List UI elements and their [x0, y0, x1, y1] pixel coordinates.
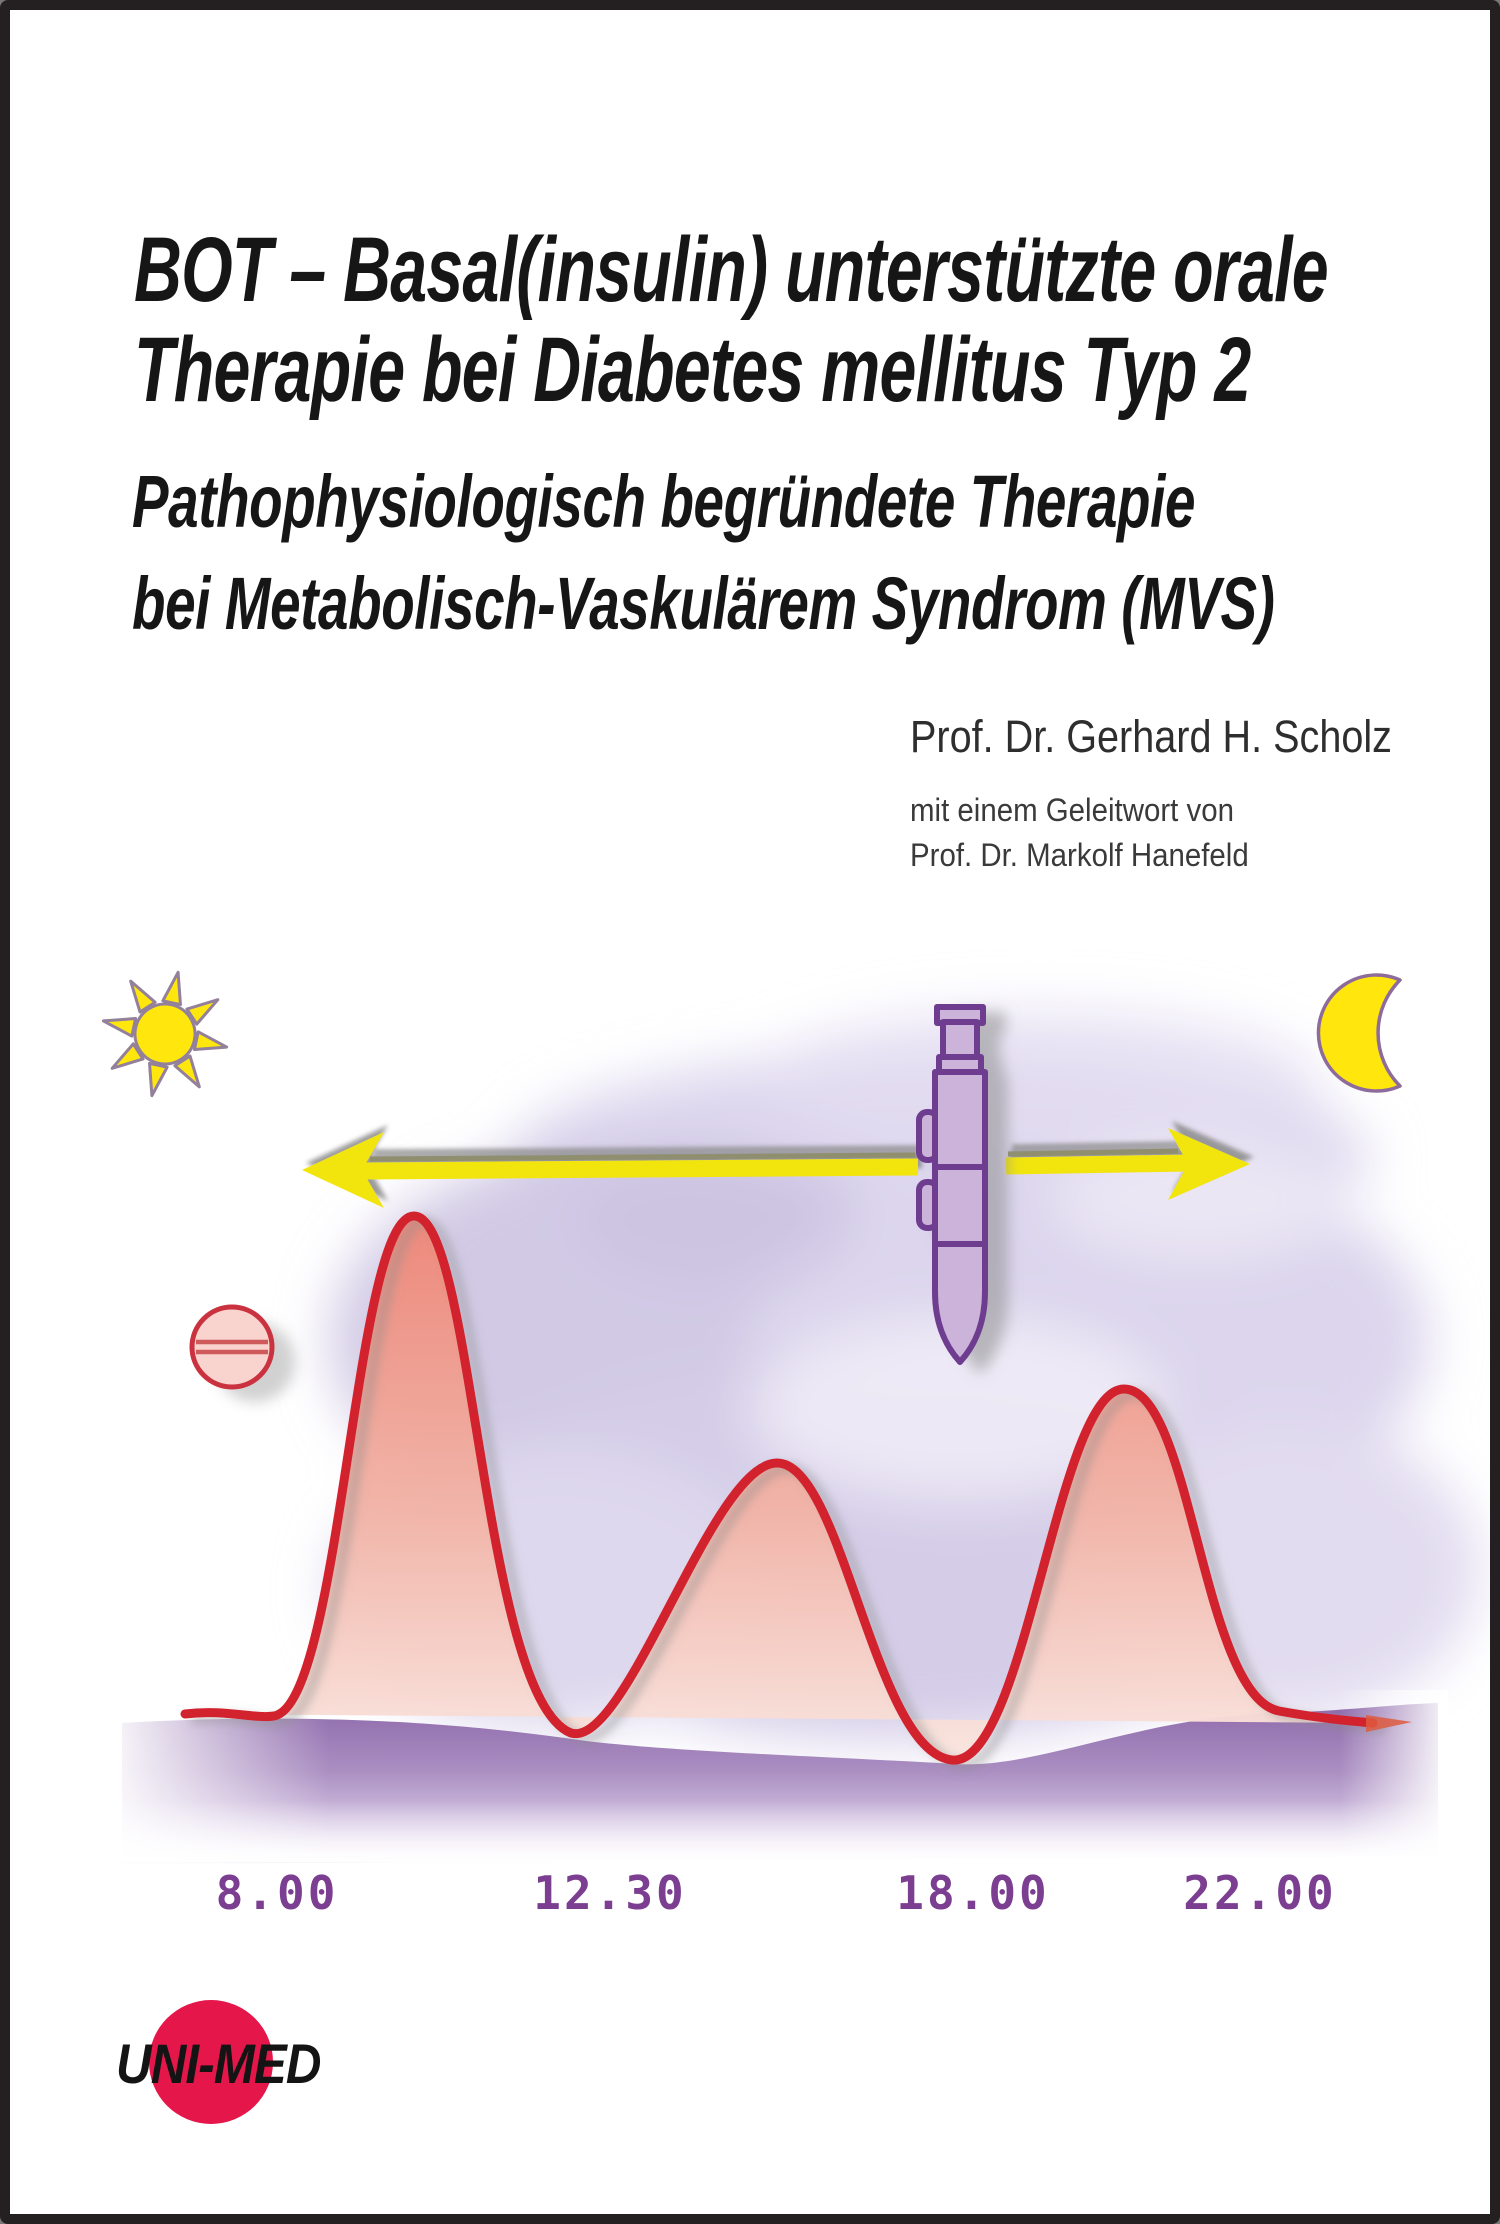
subtitle-line-1: Pathophysiologisch begründete Therapie	[132, 460, 1196, 543]
title-line-2: Therapie bei Diabetes mellitus Typ 2	[134, 319, 1251, 421]
publisher-logo-text: UNI-MED	[116, 2032, 321, 2095]
foreword-line-2: Prof. Dr. Markolf Hanefeld	[910, 837, 1249, 873]
moon-icon	[1318, 975, 1400, 1091]
time-label-1800: 18.00	[896, 1866, 1050, 1920]
tablet-icon	[192, 1307, 295, 1402]
foreword-line-1: mit einem Geleitwort von	[910, 792, 1234, 828]
time-label-2200: 22.00	[1183, 1866, 1337, 1920]
sun-icon	[90, 959, 239, 1108]
subtitle-line-2: bei Metabolisch-Vaskulärem Syndrom (MVS)	[132, 562, 1275, 645]
title-line-1: BOT – Basal(insulin) unterstützte orale	[134, 219, 1328, 321]
time-label-0800: 8.00	[215, 1866, 339, 1920]
time-label-1230: 12.30	[533, 1866, 687, 1920]
author-name: Prof. Dr. Gerhard H. Scholz	[910, 711, 1392, 762]
